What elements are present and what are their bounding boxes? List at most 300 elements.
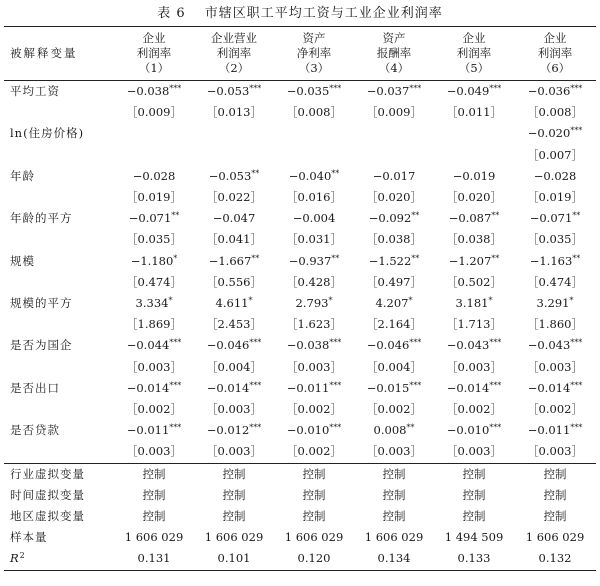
coefficient-cell (114, 81, 194, 103)
coefficient-cell (434, 293, 514, 314)
standard-error-cell: ［1.869］ (126, 317, 182, 332)
dependent-variable-header: 被解释变量 (4, 27, 114, 81)
control-value: 控制 (514, 463, 596, 485)
standard-error-row (4, 314, 596, 335)
standard-error-cell: ［0.003］ (527, 444, 583, 459)
coefficient-value: 3.181 (455, 296, 489, 311)
significance-stars: * (488, 296, 493, 306)
significance-stars: *** (329, 380, 342, 390)
standard-error-cell: ［2.453］ (206, 317, 262, 332)
coefficient-value: −0.035 (286, 84, 330, 98)
coefficient-cell (114, 166, 194, 187)
significance-stars: ** (411, 211, 420, 221)
column-header-line2: 利润率 (537, 46, 573, 60)
coefficient-cell (514, 208, 596, 229)
standard-error-cell: ［0.002］ (286, 444, 342, 459)
empty-label-cell (4, 145, 114, 166)
significance-stars: *** (169, 338, 182, 348)
r-squared-exponent: 2 (19, 551, 26, 561)
control-value: 控制 (114, 463, 194, 485)
column-header-line2: 利润率 (456, 46, 492, 60)
r-squared-value: 0.120 (274, 548, 354, 570)
coefficient-value: −0.043 (446, 338, 490, 353)
r-squared-value: 0.132 (514, 548, 596, 570)
coefficient-cell (274, 166, 354, 187)
coefficient-cell (114, 251, 194, 272)
coefficient-value: −1.667 (208, 253, 252, 268)
significance-stars: *** (169, 380, 182, 390)
coefficient-value: −0.017 (372, 168, 416, 183)
control-value: 控制 (354, 463, 434, 485)
coefficient-value: −0.011 (126, 423, 170, 438)
significance-stars: ** (251, 253, 260, 263)
standard-error-cell: ［0.002］ (527, 402, 583, 417)
control-value: 控制 (302, 487, 326, 502)
significance-stars: *** (489, 380, 502, 390)
standard-error-cell: ［0.022］ (206, 190, 262, 205)
control-row (4, 506, 596, 527)
standard-error-cell: ［0.035］ (126, 232, 182, 247)
coefficient-cell (354, 293, 434, 314)
control-label: 样本量 (10, 530, 48, 545)
significance-stars: * (173, 253, 178, 263)
standard-error-cell: ［0.020］ (366, 190, 422, 205)
coefficient-cell (194, 81, 274, 103)
coefficient-value: 3.291 (536, 296, 570, 311)
standard-error-cell: ［0.019］ (527, 190, 583, 205)
coefficient-value: −0.071 (529, 211, 573, 226)
coefficient-value: −0.092 (368, 211, 412, 226)
coefficient-value: −0.014 (446, 380, 490, 395)
coefficient-cell (114, 208, 194, 229)
coefficient-value: −0.019 (452, 168, 496, 183)
coefficient-cell (114, 293, 194, 314)
coefficient-cell (194, 123, 274, 144)
coefficient-cell (514, 420, 596, 441)
standard-error-cell: ［0.002］ (446, 402, 502, 417)
control-value: 控制 (543, 509, 567, 524)
significance-stars: * (569, 296, 574, 306)
standard-error-cell: ［0.003］ (446, 359, 502, 374)
table-title: 市辖区职工平均工资与工业企业利润率 (204, 6, 443, 21)
control-value: 控制 (543, 487, 567, 502)
significance-stars: *** (489, 84, 502, 93)
control-row (4, 463, 596, 485)
empty-label-cell (4, 229, 114, 250)
document-page (0, 2, 600, 586)
significance-stars: *** (570, 380, 583, 390)
coefficient-value: −0.043 (527, 338, 571, 353)
variable-label: 年龄的平方 (10, 211, 73, 226)
control-value: 1 494 509 (444, 530, 504, 545)
empty-label-cell (4, 187, 114, 208)
standard-error-cell: ［0.008］ (527, 105, 583, 120)
significance-stars: *** (329, 84, 342, 93)
standard-error-cell: ［0.009］ (126, 105, 182, 120)
coefficient-value: −0.014 (126, 380, 170, 395)
standard-error-cell: ［0.008］ (286, 105, 342, 120)
coefficient-cell (434, 81, 514, 103)
coefficient-cell (274, 123, 354, 144)
significance-stars: *** (570, 84, 583, 93)
coefficient-value: 3.334 (135, 296, 169, 311)
coefficient-value: 4.207 (375, 296, 409, 311)
coefficient-value: −0.020 (527, 126, 571, 141)
coefficient-row (4, 166, 596, 187)
variable-label: 平均工资 (10, 84, 60, 98)
coefficient-value: −0.046 (366, 338, 410, 353)
control-value: 控制 (194, 463, 274, 485)
coefficient-cell (514, 251, 596, 272)
significance-stars: *** (489, 338, 502, 348)
coefficient-cell (194, 293, 274, 314)
control-value: 控制 (274, 463, 354, 485)
coefficient-cell (354, 81, 434, 103)
coefficient-value: −0.028 (132, 168, 176, 183)
standard-error-cell: ［0.003］ (527, 359, 583, 374)
column-header-line1: 资产 (274, 27, 354, 47)
significance-stars: *** (329, 338, 342, 348)
significance-stars: *** (169, 423, 182, 433)
coefficient-cell (354, 251, 434, 272)
variable-label: 是否出口 (10, 380, 60, 395)
column-header-line1: 企业 (434, 27, 514, 47)
significance-stars: *** (570, 126, 583, 136)
control-label: 地区虚拟变量 (10, 509, 85, 524)
standard-error-cell: ［0.002］ (366, 402, 422, 417)
control-label: 时间虚拟变量 (10, 487, 85, 502)
coefficient-cell (194, 335, 274, 356)
coefficient-rows (4, 81, 596, 464)
empty-label-cell (4, 314, 114, 335)
standard-error-cell: ［0.502］ (446, 274, 502, 289)
standard-error-cell: ［0.003］ (126, 444, 182, 459)
standard-error-cell: ［0.009］ (366, 105, 422, 120)
coefficient-row (4, 378, 596, 399)
significance-stars: *** (249, 380, 262, 390)
table-caption (4, 2, 596, 26)
significance-stars: ** (491, 211, 500, 221)
standard-error-row (4, 272, 596, 293)
r-squared-symbol: R (10, 551, 20, 566)
control-value: 控制 (222, 509, 246, 524)
significance-stars: *** (409, 338, 422, 348)
column-number: （4） (354, 61, 434, 81)
regression-table (4, 26, 596, 571)
standard-error-cell: ［1.860］ (527, 317, 583, 332)
empty-label-cell (4, 399, 114, 420)
coefficient-cell (434, 378, 514, 399)
significance-stars: ** (411, 253, 420, 263)
significance-stars: *** (570, 423, 583, 433)
variable-label: 规模的平方 (10, 296, 73, 311)
coefficient-value: −0.071 (128, 211, 172, 226)
r-squared-value: 0.134 (354, 548, 434, 570)
standard-error-cell (274, 145, 354, 166)
coefficient-value: −0.087 (448, 211, 492, 226)
standard-error-row (4, 187, 596, 208)
coefficient-cell (514, 293, 596, 314)
coefficient-value: −0.046 (206, 338, 250, 353)
coefficient-value: −0.012 (206, 423, 250, 438)
significance-stars: * (248, 296, 253, 306)
column-header-line1: 企业营业 (194, 27, 274, 47)
standard-error-cell: ［1.713］ (446, 317, 502, 332)
standard-error-cell: ［0.019］ (126, 190, 182, 205)
coefficient-cell (354, 208, 434, 229)
control-value: 控制 (222, 487, 246, 502)
coefficient-value: −0.010 (286, 423, 330, 438)
standard-error-cell: ［0.013］ (206, 105, 262, 120)
coefficient-cell (514, 123, 596, 144)
significance-stars: * (328, 296, 333, 306)
coefficient-row (4, 251, 596, 272)
standard-error-cell: ［0.011］ (446, 105, 502, 120)
coefficient-row (4, 123, 596, 144)
control-row (4, 485, 596, 506)
significance-stars: *** (409, 380, 422, 390)
significance-stars: *** (169, 84, 182, 93)
standard-error-row (4, 441, 596, 463)
coefficient-value: 2.793 (295, 296, 329, 311)
standard-error-cell: ［0.035］ (527, 232, 583, 247)
coefficient-cell (274, 335, 354, 356)
variable-label: 规模 (10, 253, 35, 268)
coefficient-cell (114, 420, 194, 441)
control-row (4, 527, 596, 548)
coefficient-value: −0.038 (126, 84, 170, 98)
coefficient-cell (514, 166, 596, 187)
coefficient-value: −0.053 (206, 84, 250, 98)
standard-error-cell: ［0.003］ (446, 444, 502, 459)
coefficient-cell (354, 335, 434, 356)
r-squared-value: 0.101 (194, 548, 274, 570)
column-header-line2: 报酬率 (376, 46, 412, 60)
coefficient-cell (194, 420, 274, 441)
coefficient-cell (194, 166, 274, 187)
standard-error-cell: ［0.007］ (527, 147, 583, 162)
control-value: 控制 (382, 487, 406, 502)
control-value: 控制 (382, 509, 406, 524)
coefficient-value: −0.004 (292, 211, 336, 226)
coefficient-cell (434, 420, 514, 441)
coefficient-value: −0.011 (527, 423, 571, 438)
coefficient-cell (114, 123, 194, 144)
standard-error-cell: ［0.556］ (206, 274, 262, 289)
coefficient-value: 0.008 (373, 423, 407, 438)
significance-stars: * (408, 296, 413, 306)
control-value: 控制 (142, 487, 166, 502)
variable-label: 是否贷款 (10, 423, 60, 438)
coefficient-cell (354, 123, 434, 144)
column-header-line2: 净利率 (296, 46, 332, 60)
variable-label: 是否为国企 (10, 338, 73, 353)
standard-error-row (4, 229, 596, 250)
coefficient-value: −0.040 (288, 168, 332, 183)
coefficient-cell (514, 81, 596, 103)
standard-error-cell (434, 145, 514, 166)
coefficient-value: 4.611 (215, 296, 249, 311)
significance-stars: *** (249, 338, 262, 348)
column-header-line1: 企业 (514, 27, 596, 47)
column-number: （2） (194, 61, 274, 81)
empty-label-cell (4, 102, 114, 123)
coefficient-value: −0.011 (286, 380, 330, 395)
coefficient-cell (194, 378, 274, 399)
significance-stars: ** (171, 211, 180, 221)
coefficient-value: −0.037 (366, 84, 410, 98)
standard-error-cell: ［0.003］ (286, 359, 342, 374)
standard-error-row (4, 102, 596, 123)
coefficient-value: −0.036 (527, 84, 571, 98)
coefficient-row (4, 335, 596, 356)
column-number: （1） (114, 61, 194, 81)
variable-label: 年龄 (10, 168, 35, 183)
coefficient-cell (434, 251, 514, 272)
control-label: 行业虚拟变量 (4, 463, 114, 485)
coefficient-row (4, 293, 596, 314)
r-squared-label (4, 548, 114, 570)
standard-error-cell: ［0.003］ (366, 444, 422, 459)
standard-error-cell: ［0.497］ (366, 274, 422, 289)
significance-stars: ** (331, 253, 340, 263)
coefficient-row (4, 208, 596, 229)
coefficient-cell (354, 420, 434, 441)
significance-stars: * (168, 296, 173, 306)
standard-error-cell: ［0.002］ (286, 402, 342, 417)
standard-error-row (4, 399, 596, 420)
standard-error-cell: ［0.020］ (446, 190, 502, 205)
control-value: 1 606 029 (124, 530, 184, 545)
column-header-line1: 资产 (354, 27, 434, 47)
column-number: （5） (434, 61, 514, 81)
coefficient-cell (354, 166, 434, 187)
standard-error-cell: ［1.623］ (286, 317, 342, 332)
coefficient-cell (274, 378, 354, 399)
significance-stars: *** (570, 338, 583, 348)
standard-error-cell: ［0.003］ (206, 402, 262, 417)
standard-error-cell: ［0.474］ (126, 274, 182, 289)
coefficient-value: −0.028 (533, 168, 577, 183)
coefficient-value: −0.014 (206, 380, 250, 395)
standard-error-cell: ［0.016］ (286, 190, 342, 205)
significance-stars: *** (409, 84, 422, 93)
control-value: 1 606 029 (204, 530, 264, 545)
coefficient-cell (274, 208, 354, 229)
standard-error-cell: ［0.004］ (366, 359, 422, 374)
standard-error-row (4, 357, 596, 378)
control-value: 1 606 029 (525, 530, 585, 545)
coefficient-value: −0.044 (126, 338, 170, 353)
control-value: 控制 (142, 509, 166, 524)
coefficient-value: −0.010 (446, 423, 490, 438)
significance-stars: *** (249, 423, 262, 433)
standard-error-cell (114, 145, 194, 166)
coefficient-cell (434, 166, 514, 187)
standard-error-cell: ［0.038］ (366, 232, 422, 247)
standard-error-cell: ［0.031］ (286, 232, 342, 247)
standard-error-cell (354, 145, 434, 166)
significance-stars: ** (491, 253, 500, 263)
significance-stars: *** (249, 84, 262, 93)
coefficient-row (4, 81, 596, 103)
coefficient-value: −1.522 (368, 253, 412, 268)
coefficient-cell (274, 293, 354, 314)
empty-label-cell (4, 357, 114, 378)
r-squared-row (4, 548, 596, 570)
coefficient-value: −1.207 (448, 253, 492, 268)
table-number: 表 6 (157, 6, 186, 21)
coefficient-value: −0.047 (212, 211, 256, 226)
significance-stars: ** (572, 253, 581, 263)
standard-error-cell: ［0.041］ (206, 232, 262, 247)
coefficient-cell (434, 335, 514, 356)
coefficient-cell (274, 420, 354, 441)
significance-stars: ** (406, 423, 415, 433)
coefficient-value: −0.053 (208, 168, 252, 183)
column-header-line2: 利润率 (136, 46, 172, 60)
coefficient-cell (114, 335, 194, 356)
standard-error-cell: ［0.003］ (126, 359, 182, 374)
standard-error-cell: ［0.474］ (527, 274, 583, 289)
column-header-line2: 利润率 (216, 46, 252, 60)
column-number: （3） (274, 61, 354, 81)
variable-label: ln(住房价格) (10, 126, 85, 141)
significance-stars: ** (572, 211, 581, 221)
standard-error-cell: ［0.038］ (446, 232, 502, 247)
coefficient-cell (514, 378, 596, 399)
standard-error-row (4, 145, 596, 166)
column-header-line1: 企业 (114, 27, 194, 47)
significance-stars: *** (329, 423, 342, 433)
coefficient-value: −0.049 (446, 84, 490, 98)
standard-error-cell: ［0.002］ (126, 402, 182, 417)
r-squared-value: 0.133 (434, 548, 514, 570)
control-value: 控制 (462, 509, 486, 524)
control-value: 控制 (462, 487, 486, 502)
coefficient-cell (114, 378, 194, 399)
coefficient-cell (274, 251, 354, 272)
standard-error-cell: ［0.428］ (286, 274, 342, 289)
control-value: 1 606 029 (364, 530, 424, 545)
standard-error-cell: ［0.004］ (206, 359, 262, 374)
coefficient-cell (194, 208, 274, 229)
coefficient-value: −1.180 (130, 253, 174, 268)
coefficient-cell (514, 335, 596, 356)
control-value: 控制 (434, 463, 514, 485)
empty-label-cell (4, 272, 114, 293)
coefficient-cell (194, 251, 274, 272)
control-value: 控制 (302, 509, 326, 524)
coefficient-value: −1.163 (529, 253, 573, 268)
coefficient-cell (434, 208, 514, 229)
standard-error-cell: ［2.164］ (366, 317, 422, 332)
coefficient-cell (274, 81, 354, 103)
control-rows (4, 463, 596, 570)
significance-stars: ** (331, 168, 340, 178)
significance-stars: *** (489, 423, 502, 433)
r-squared-value: 0.131 (114, 548, 194, 570)
coefficient-row (4, 420, 596, 441)
coefficient-value: −0.038 (286, 338, 330, 353)
control-value: 1 606 029 (284, 530, 344, 545)
standard-error-cell (194, 145, 274, 166)
coefficient-cell (354, 378, 434, 399)
significance-stars: ** (251, 168, 260, 178)
coefficient-value: −0.015 (366, 380, 410, 395)
empty-label-cell (4, 441, 114, 463)
coefficient-value: −0.937 (288, 253, 332, 268)
